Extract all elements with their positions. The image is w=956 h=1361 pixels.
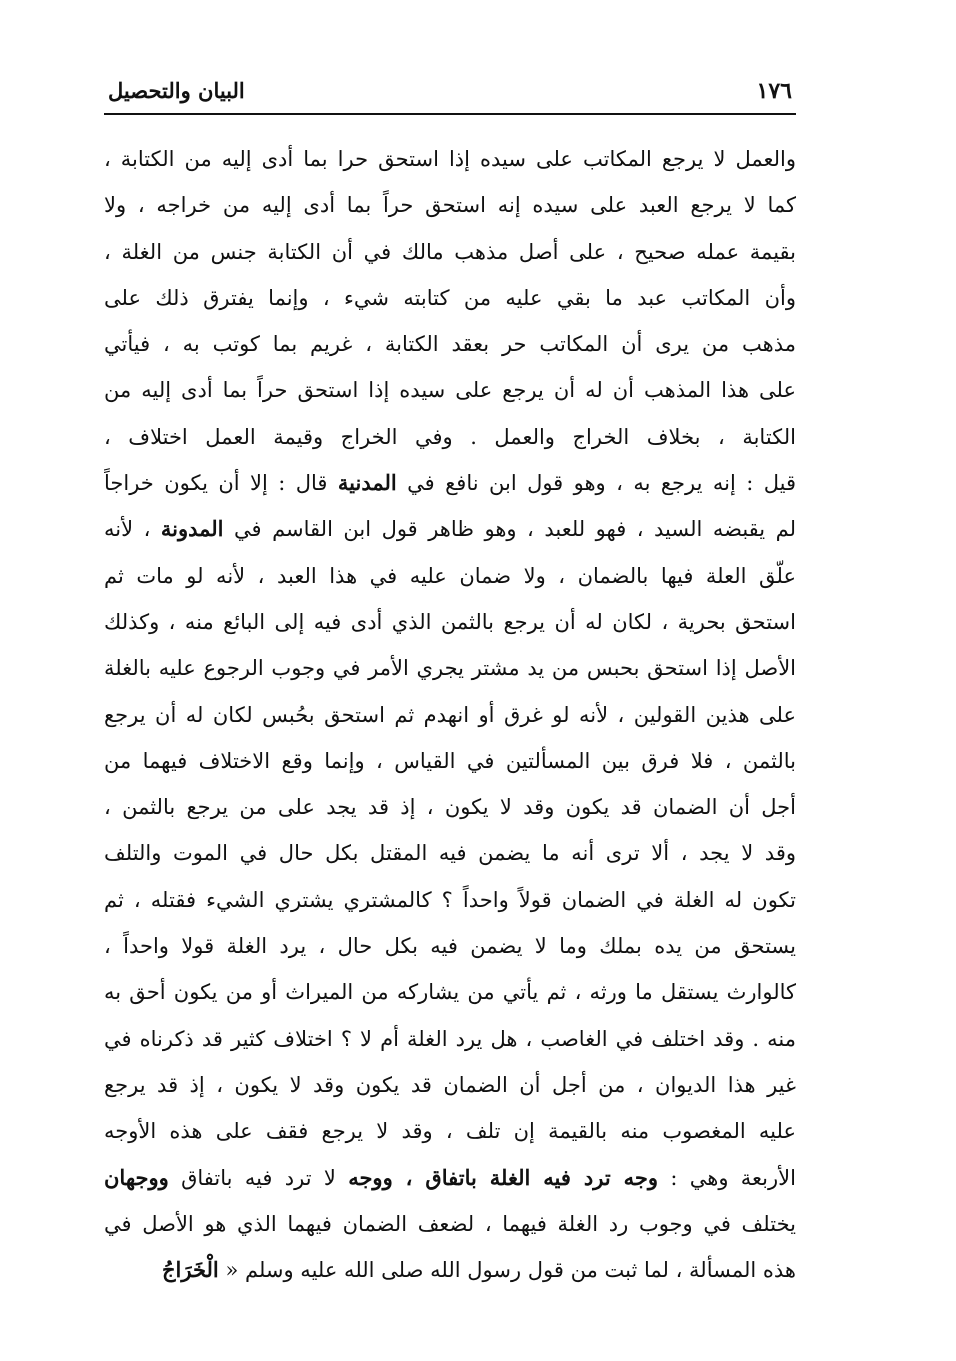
page-number: ١٧٦ [756,78,792,104]
text-line [104,1155,796,1201]
text-line [104,923,796,969]
text-segment: بقيمة عمله صحيح ، على أصل مذهب مالك في أن الكتابة جنس من الغلة ، [104,239,796,264]
text-line [104,460,796,506]
text-line [104,877,796,923]
text-line [104,692,796,738]
text-segment: وأن المكاتب عبد ما بقي عليه من كتابته شيء ، وإنما يفترق ذلك على [104,285,796,310]
text-line [104,1108,796,1154]
text-line [104,830,796,876]
text-segment: على هذا المذهب أن له أن يرجع على سيده إذا استحق حراً بما أدى إليه من [104,378,796,403]
text-line [104,414,796,460]
text-segment: مذهب من يرى أن المكاتب حر بعقد الكتابة ، غريم بما كوتب به ، فيأتي [104,332,796,357]
text-line [104,645,796,691]
text-segment: لم يقبضه السيد ، فهو للعبد ، وهو ظاهر قول ابن القاسم في [223,517,796,542]
text-segment: عليه المغصوب منه بالقيمة إن تلف ، وقد لا يرجع فقف على هذه الأوجه [104,1119,796,1144]
text-segment: بالثمن ، فلا فرق بين المسألتين في القياس ، وإنما وقع الاختلاف فيهما من [104,748,796,773]
text-segment: غير هذا الديوان ، من أجل أن الضمان قد يكون وقد لا يكون ، إذ قد يرجع [104,1072,796,1097]
bold-text: وجه ترد فيه الغلة باتفاق ، ووجه [348,1164,659,1190]
bold-text: الْخَرَاجُ [162,1257,219,1283]
text-segment: قيل : إنه يرجع به ، وهو قول ابن نافع في [396,471,796,496]
bold-text: ووجهان [104,1164,169,1190]
text-line [104,275,796,321]
text-segment: على هذين القولين ، لأنه لو غرق أو انهدم ثم استحق بحُبس لكان له أن يرجع [104,702,796,727]
text-segment: كالوارث يستقل ما ورثه ، ثم يأتي من يشاركه من الميراث أو من يكون أحق به [104,980,796,1005]
text-line [104,1016,796,1062]
text-line [104,599,796,645]
text-segment: وقد لا يجد ، ألا ترى أنه ما يضمن فيه المقتل بكل حال في الموت والتلف [104,841,796,866]
text-segment: قال : إلا أن يكون خراجاً [104,471,338,496]
text-line [104,969,796,1015]
text-line [104,506,796,552]
bold-text: المدنية [337,470,397,496]
text-line [104,784,796,830]
text-segment: يختلف في وجوب رد الغلة فيهما ، لضعف الضمان فيهما الذي هو الأصل في [104,1211,796,1236]
text-line [104,1247,796,1293]
text-line [104,738,796,784]
text-line [104,1062,796,1108]
text-segment: هذه المسألة ، لما ثبت من قول رسول الله صلى الله عليه وسلم « [218,1258,796,1283]
text-line [104,553,796,599]
text-line [104,136,796,182]
text-line [104,367,796,413]
text-segment: الأربعة وهي : [658,1165,796,1190]
text-segment: علّق العلة فيها بالضمان ، ولا ضمان عليه في هذا العبد ، لأنه لو مات ثم [104,563,796,588]
text-line [104,1201,796,1247]
running-title: البيان والتحصيل [108,78,245,103]
text-segment: لا ترد فيه باتفاق [168,1165,349,1190]
text-line [104,229,796,275]
text-segment: ، لأنه [104,517,161,542]
text-line [104,321,796,367]
header-rule [104,113,796,115]
text-segment: تكون له الغلة في الضمان قولاً واحداً ؟ كالمشتري يشتري الشيء فقتله ، ثم [104,887,796,912]
text-segment: أجل أن الضمان قد يكون وقد لا يكون ، إذ قد يجد على من يرجع بالثمن ، [104,795,796,820]
page-header [104,72,796,112]
text-segment: يستحق من يده بملك وما لا يضمن فيه بكل حال ، يرد الغلة قولا واحداً ، [104,934,796,959]
text-segment: كما لا يرجع العبد على سيده إنه استحق حراً بما أدى إليه من خراجه ، ولا [104,193,796,218]
text-segment: الأصل إذا استحق بحبس من يد مشتر يجري الأمر في وجوب الرجوع عليه بالغلة [104,656,796,681]
text-segment: الكتابة ، بخلاف الخراج والعمل . وفي الخراج وقيمة العمل اختلاف ، [104,424,796,449]
body-text [104,136,796,1293]
bold-text: المدونة [160,516,224,542]
text-segment: والعمل لا يرجع المكاتب على سيده إذا استحق حرا بما أدى إليه من الكتابة ، [104,147,796,171]
text-segment: منه . وقد اختلف في الغاصب ، هل يرد الغلة أم لا ؟ اختلاف كثير قد ذكرناه في [104,1026,796,1051]
text-segment: استحق بحرية ، لكان له أن يرجع بالثمن الذي أدى فيه إلى البائع منه ، وكذلك [104,609,796,634]
text-line [104,182,796,228]
